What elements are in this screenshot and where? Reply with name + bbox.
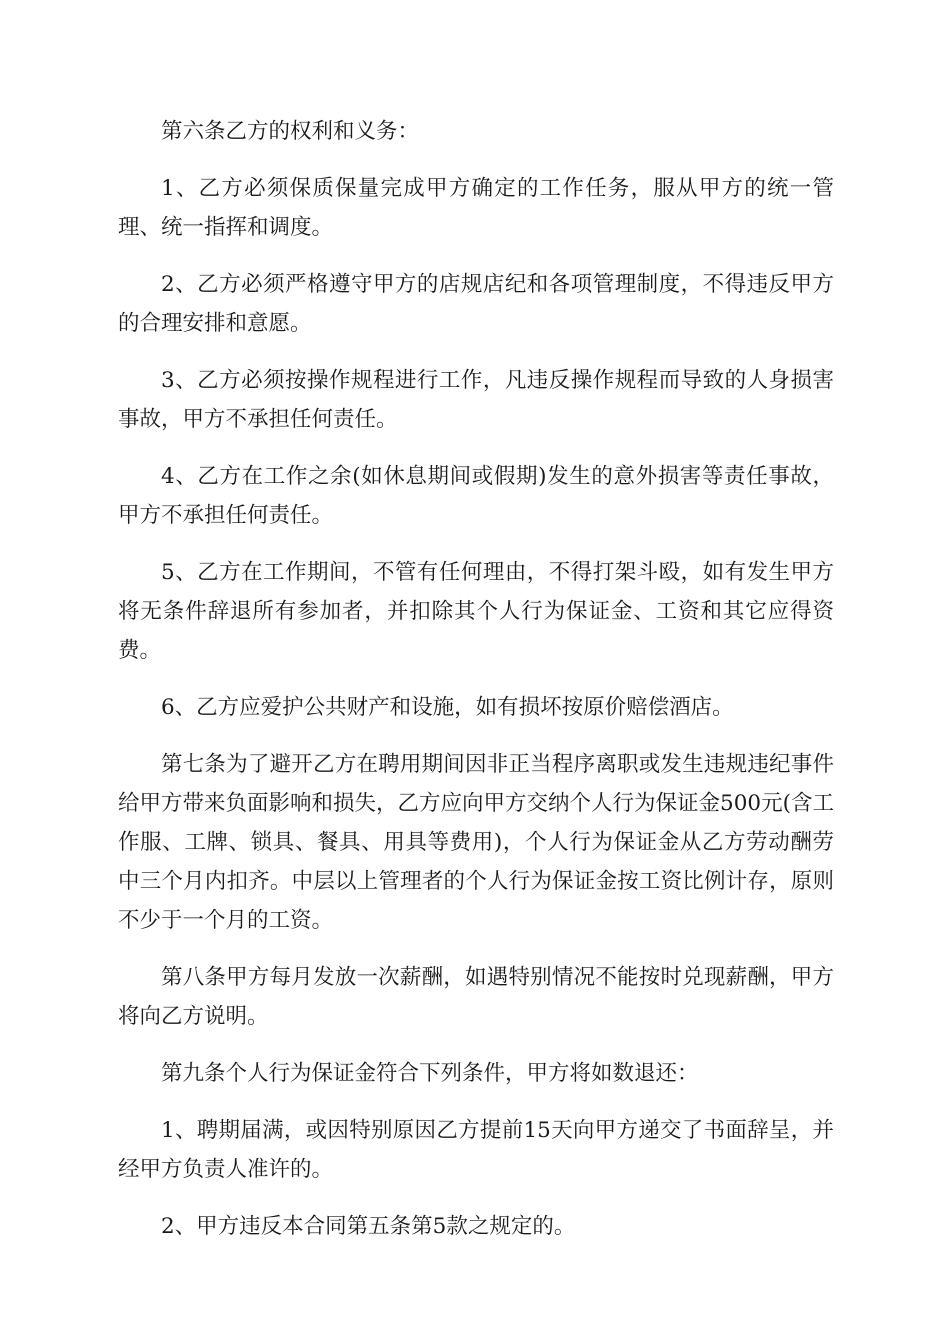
document-body	[118, 112, 834, 1264]
article-6-clause-3: 3、乙方必须按操作规程进行工作，凡违反操作规程而导致的人身损害事故，甲方不承担任何责任。	[118, 368, 834, 432]
article-6-clause-4: 4、乙方在工作之余(如休息期间或假期)发生的意外损害等责任事故，甲方不承担任何责任。	[118, 464, 834, 528]
article-6-clause-1: 1、乙方必须保质保量完成甲方确定的工作任务，服从甲方的统一管理、统一指挥和调度。	[118, 176, 834, 240]
article-7: 第七条为了避开乙方在聘用期间因非正当程序离职或发生违规违纪事件给甲方带来负面影响和损失，乙方应向甲方交纳个人行为保证金500元(含工作服、工牌、锁具、餐具、用具等费用)，个人行为保证金从乙方劳动酬劳中三个月内扣齐。中层以上管理者的个人行为保证金按工资比例计存，原则不少于一个月的工资。	[118, 752, 834, 933]
article-8: 第八条甲方每月发放一次薪酬，如遇特别情况不能按时兑现薪酬，甲方将向乙方说明。	[118, 965, 834, 1029]
article-9-heading: 第九条个人行为保证金符合下列条件，甲方将如数退还：	[161, 1061, 699, 1086]
article-6-clause-6: 6、乙方应爱护公共财产和设施，如有损坏按原价赔偿酒店。	[161, 695, 734, 720]
article-9-clause-1: 1、聘期届满，或因特别原因乙方提前15天向甲方递交了书面辞呈，并经甲方负责人准许的。	[118, 1118, 834, 1182]
article-9-clause-2: 2、甲方违反本合同第五条第5款之规定的。	[161, 1214, 576, 1239]
article-6-clause-2: 2、乙方必须严格遵守甲方的店规店纪和各项管理制度，不得违反甲方的合理安排和意愿。	[118, 272, 834, 336]
article-6-clause-5: 5、乙方在工作期间，不管有任何理由，不得打架斗殴，如有发生甲方将无条件辞退所有参加者，并扣除其个人行为保证金、工资和其它应得资费。	[118, 560, 834, 663]
article-6-heading: 第六条乙方的权利和义务：	[161, 119, 420, 144]
